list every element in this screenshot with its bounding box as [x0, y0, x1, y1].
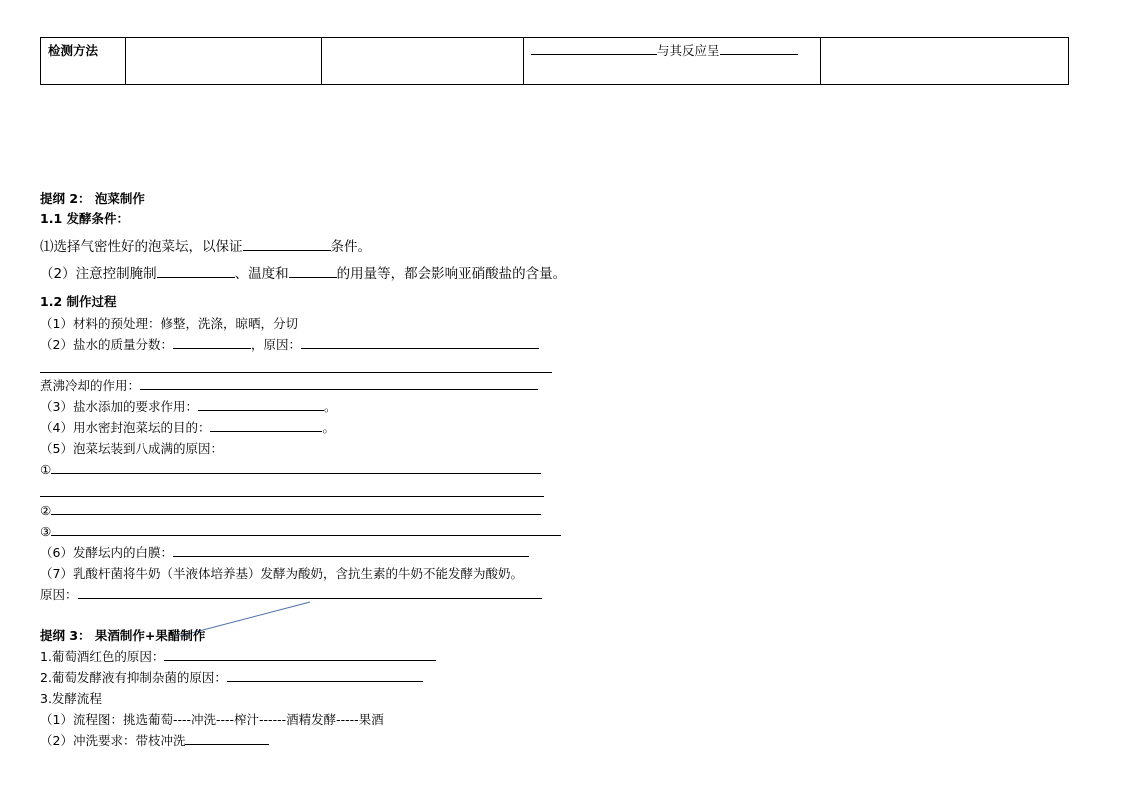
q2: 2.葡萄发酵液有抑制杂菌的原因： — [40, 669, 423, 687]
p2-boil: 煮沸冷却的作用： — [40, 377, 538, 395]
q3-2: （2）冲洗要求：带枝冲洗 — [40, 732, 269, 750]
s1-title: 1.1 发酵条件： — [40, 211, 129, 226]
s1-item1: ⑴选择气密性好的泡菜坛，以保证 条件。 — [40, 239, 371, 255]
p4: （4）用水密封泡菜坛的目的： 。 — [40, 420, 335, 435]
c1: ① — [40, 461, 541, 479]
outline3-title: 提纲 3： 果酒制作+果醋制作 — [40, 628, 206, 643]
outline2-title: 提纲 2： 泡菜制作 — [40, 191, 145, 206]
s1-item2: （2）注意控制腌制 、温度和 的用量等，都会影响亚硝酸盐的含量。 — [40, 266, 567, 282]
method-label: 检测方法 — [48, 43, 99, 58]
p1: （1）材料的预处理：修整，洗涤，晾晒，分切 — [40, 316, 298, 331]
p7-reason: 原因： — [40, 586, 542, 604]
q1: 1.葡萄酒红色的原因： — [40, 648, 436, 666]
c3: ③ — [40, 523, 561, 541]
c2: ② — [40, 502, 541, 520]
q3: 3.发酵流程 — [40, 691, 102, 706]
reaction-text: 与其反应呈 — [657, 43, 720, 58]
p5: （5）泡菜坛装到八成满的原因： — [40, 441, 223, 456]
p7: （7）乳酸杆菌将牛奶（半液体培养基）发酵为酸奶，含抗生素的牛奶不能发酵为酸奶。 — [40, 566, 523, 581]
p6: （6）发酵坛内的白膜： — [40, 544, 529, 562]
q3-1: （1）流程图：挑选葡萄----冲洗----榨汁------酒精发酵-----果酒 — [40, 712, 384, 727]
p2: （2）盐水的质量分数： ，原因： — [40, 336, 539, 354]
p3: （3）盐水添加的要求作用： 。 — [40, 399, 337, 414]
s2-title: 1.2 制作过程 — [40, 294, 117, 309]
